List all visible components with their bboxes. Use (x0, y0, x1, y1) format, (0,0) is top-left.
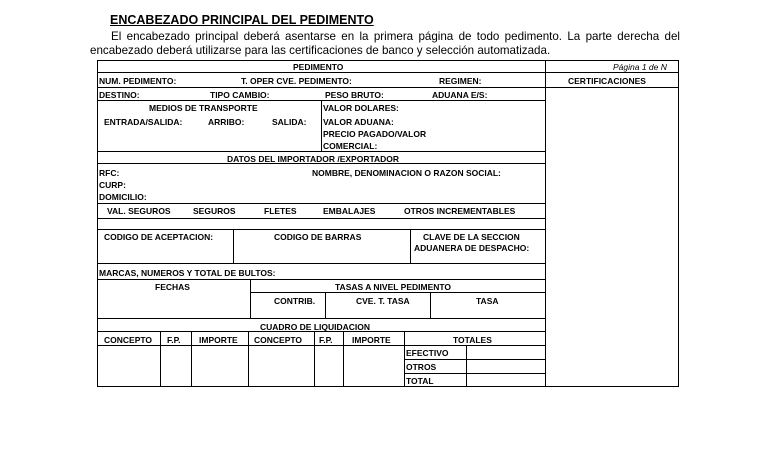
col-line (325, 292, 326, 318)
row-line (404, 386, 545, 387)
importe-header-2: IMPORTE (352, 335, 391, 345)
val-seguros-label: VAL. SEGUROS (107, 206, 171, 216)
comercial-label: COMERCIAL: (323, 141, 378, 151)
num-pedimento-label: NUM. PEDIMENTO: (99, 76, 177, 86)
fechas-label: FECHAS (155, 282, 190, 292)
clave-seccion-label-1: CLAVE DE LA SECCION (423, 232, 520, 242)
intro-paragraph: El encabezado principal deberá asentarse en la primera página de todo pedimento. La parte derecha del encabezado deberá utilizarse para las certificaciones de banco y selección automatizada. (90, 30, 680, 57)
datos-importador-label: DATOS DEL IMPORTADOR /EXPORTADOR (227, 154, 400, 164)
domicilio-label: DOMICILIO: (99, 192, 147, 202)
col-line (191, 331, 192, 387)
certificaciones-label: CERTIFICACIONES (568, 76, 646, 86)
marcas-label: MARCAS, NUMEROS Y TOTAL DE BULTOS: (99, 268, 276, 278)
contrib-label: CONTRIB. (274, 296, 316, 306)
curp-label: CURP: (99, 180, 126, 190)
cuadro-liquidacion-label: CUADRO DE LIQUIDACION (260, 322, 371, 332)
aduana-es-label: ADUANA E/S: (432, 90, 488, 100)
document-title: ENCABEZADO PRINCIPAL DEL PEDIMENTO (110, 13, 374, 27)
valor-aduana-label: VALOR ADUANA: (323, 117, 394, 127)
row-line (97, 218, 545, 219)
cve-t-tasa-label: CVE. T. TASA (356, 296, 410, 306)
row-line (97, 229, 545, 230)
fp-header-2: F.P. (319, 335, 333, 345)
concepto-header-1: CONCEPTO (104, 335, 153, 345)
entrada-salida-label: ENTRADA/SALIDA: (104, 117, 183, 127)
form-border-left (97, 60, 98, 387)
col-line (343, 331, 344, 387)
tipo-cambio-label: TIPO CAMBIO: (210, 90, 270, 100)
salida-label: SALIDA: (272, 117, 307, 127)
col-line (321, 100, 322, 151)
otros-label: OTROS (406, 362, 437, 372)
efectivo-label: EFECTIVO (406, 348, 449, 358)
concepto-header-2: CONCEPTO (254, 335, 303, 345)
pedimento-header: PEDIMENTO (293, 62, 344, 72)
peso-bruto-label: PESO BRUTO: (325, 90, 384, 100)
col-line (466, 345, 467, 387)
fp-header-1: F.P. (167, 335, 181, 345)
nombre-label: NOMBRE, DENOMINACION O RAZON SOCIAL: (312, 168, 501, 178)
regimen-label: REGIMEN: (439, 76, 482, 86)
form-border-bottom (97, 386, 405, 387)
row-line (97, 151, 545, 152)
col-line (248, 331, 249, 387)
row-line (404, 359, 545, 360)
col-line (250, 279, 251, 318)
row-line (97, 345, 545, 346)
clave-seccion-label-2: ADUANERA DE DESPACHO: (414, 243, 530, 253)
tasas-nivel-label: TASAS A NIVEL PEDIMENTO (335, 282, 452, 292)
page-indicator: Página 1 de N (613, 62, 667, 72)
row-line (97, 203, 545, 204)
row-line (97, 72, 678, 73)
row-line (97, 87, 678, 88)
tasa-label: TASA (476, 296, 499, 306)
embalajes-label: EMBALAJES (323, 206, 376, 216)
seguros-label: SEGUROS (193, 206, 236, 216)
row-line (97, 279, 545, 280)
col-line (160, 331, 161, 387)
precio-pagado-label: PRECIO PAGADO/VALOR (323, 129, 427, 139)
row-line (250, 292, 545, 293)
form-border-bottom-right (545, 386, 678, 387)
valor-dolares-label: VALOR DOLARES: (323, 103, 399, 113)
rfc-label: RFC: (99, 168, 120, 178)
row-line (97, 263, 545, 264)
arribo-label: ARRIBO: (208, 117, 245, 127)
form-border-top (97, 60, 678, 61)
row-line (97, 318, 545, 319)
col-line (314, 331, 315, 387)
totales-header: TOTALES (453, 335, 492, 345)
certifications-divider (545, 60, 546, 387)
t-oper-label: T. OPER CVE. PEDIMENTO: (241, 76, 352, 86)
medios-transporte-label: MEDIOS DE TRANSPORTE (149, 103, 258, 113)
codigo-barras-label: CODIGO DE BARRAS (274, 232, 362, 242)
destino-label: DESTINO: (99, 90, 140, 100)
total-label: TOTAL (406, 376, 434, 386)
col-line (430, 292, 431, 318)
importe-header-1: IMPORTE (199, 335, 238, 345)
col-line (410, 229, 411, 263)
codigo-aceptacion-label: CODIGO DE ACEPTACION: (104, 232, 214, 242)
form-border-right (678, 60, 679, 387)
col-line (233, 229, 234, 263)
otros-incrementables-label: OTROS INCREMENTABLES (404, 206, 516, 216)
fletes-label: FLETES (264, 206, 297, 216)
row-line (404, 373, 545, 374)
